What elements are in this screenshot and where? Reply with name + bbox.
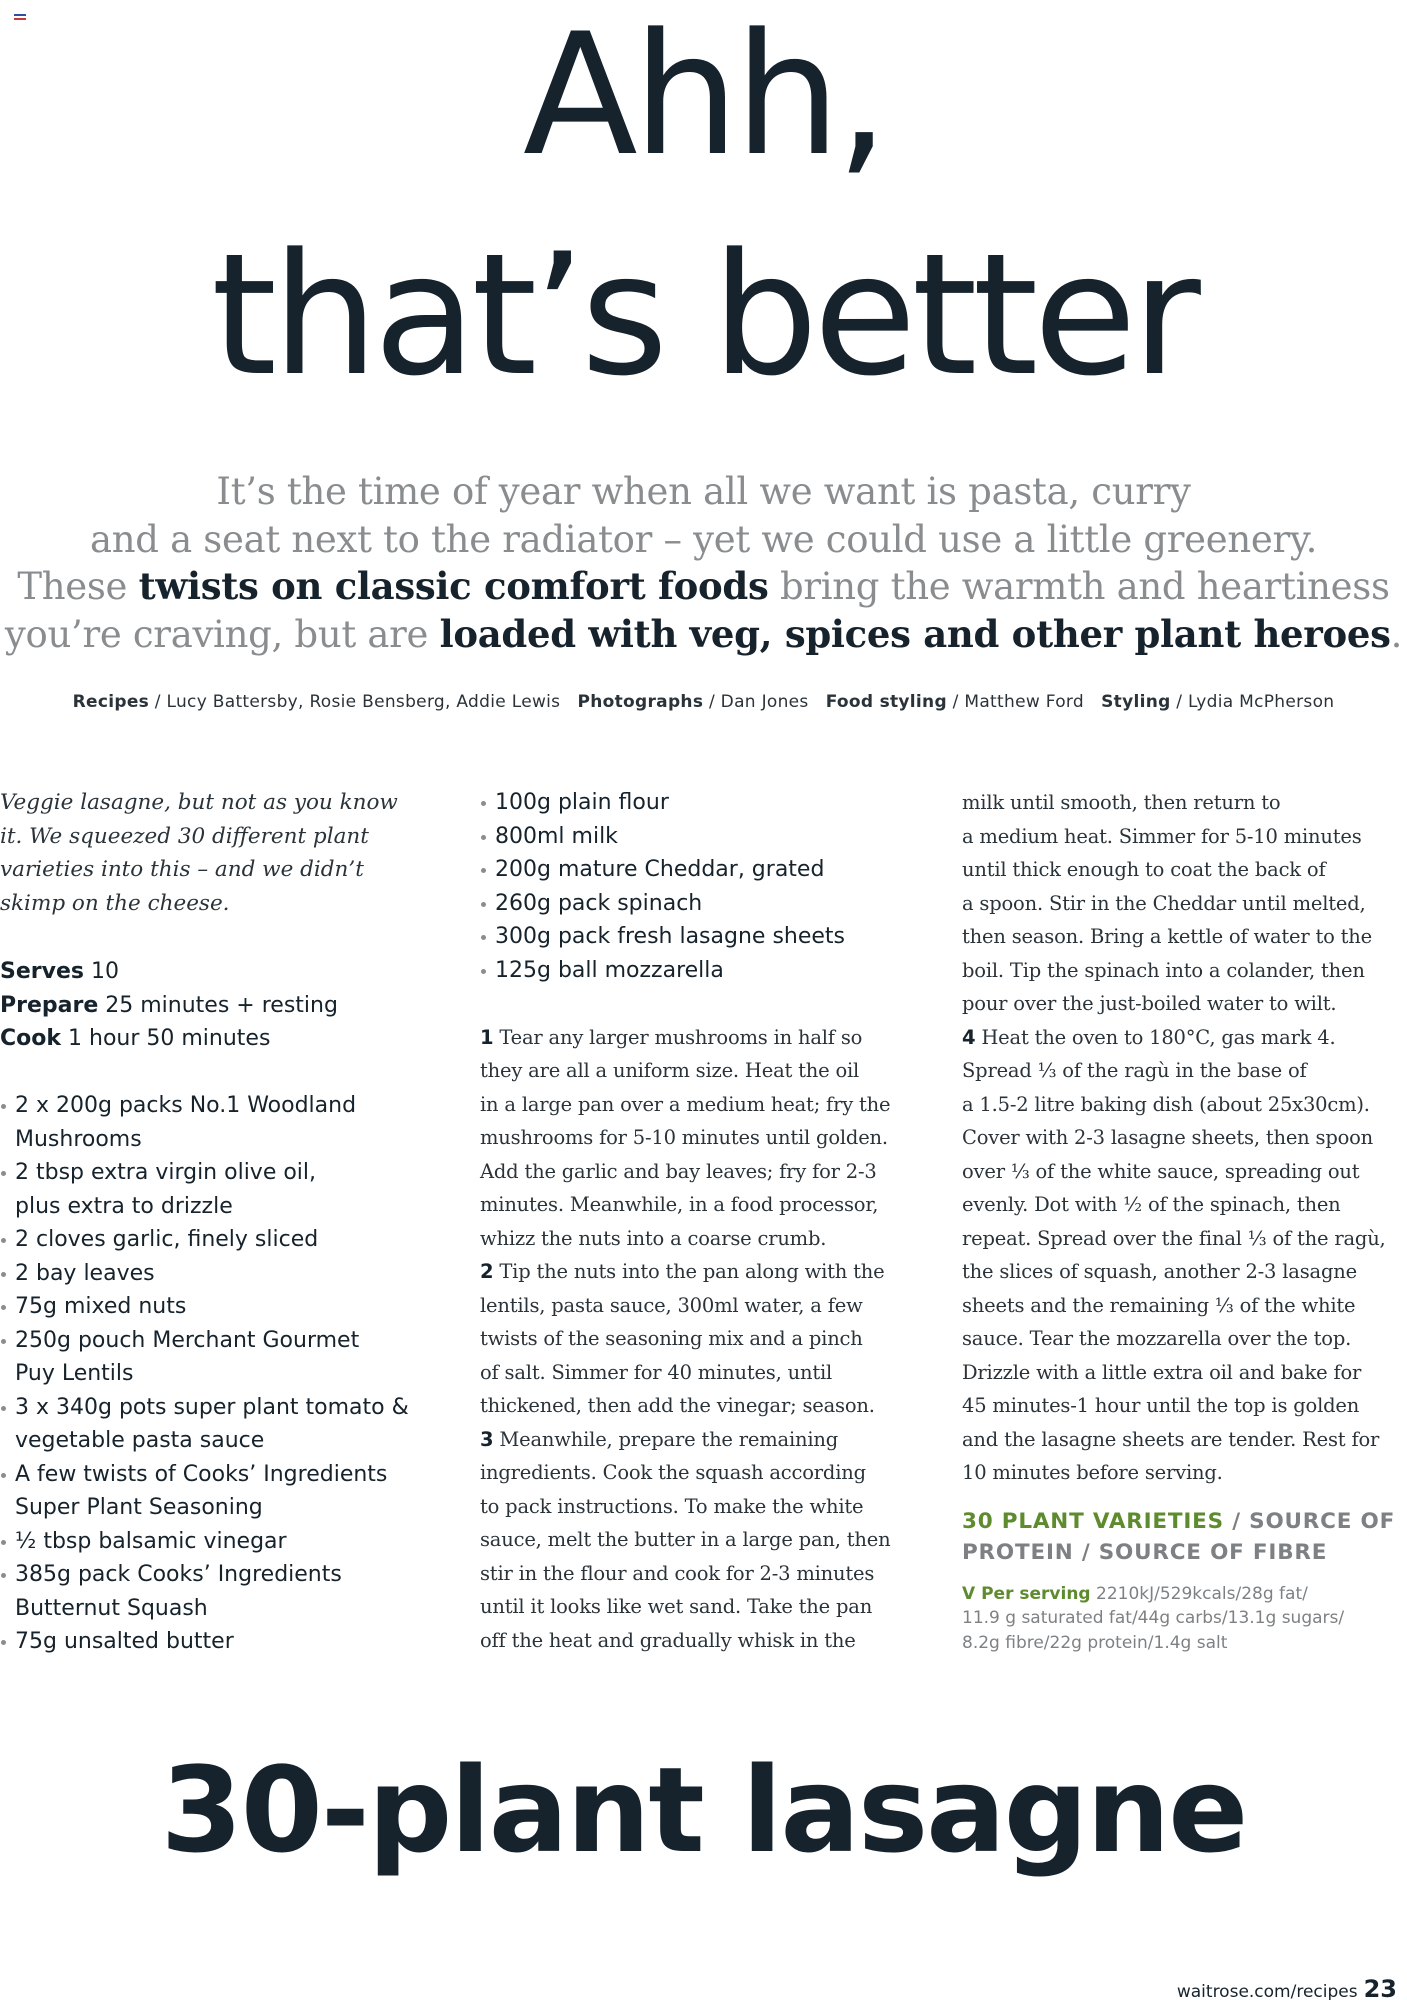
method-line: in a large pan over a medium heat; fry the bbox=[480, 1092, 891, 1116]
intro-line: and a seat next to the radiator – yet we could use a little greenery. bbox=[89, 517, 1318, 561]
serves-label: Serves bbox=[0, 959, 84, 984]
method-line bbox=[480, 1021, 930, 1055]
method-text: Tip the nuts into the pan along with the bbox=[493, 1260, 885, 1283]
method-line: 10 minutes before serving. bbox=[962, 1461, 1223, 1484]
intro-paragraph bbox=[0, 468, 1407, 658]
badge-line bbox=[962, 1506, 1407, 1537]
ingredient-line: A few twists of Cooks’ Ingredients bbox=[15, 1461, 388, 1487]
ingredient-item bbox=[0, 1290, 430, 1324]
prepare-label: Prepare bbox=[0, 992, 99, 1018]
method-line: Add the garlic and bay leaves; fry for 2-3 bbox=[480, 1159, 877, 1183]
method-line: a medium heat. Simmer for 5-10 minutes bbox=[962, 824, 1362, 848]
ingredient-line: 2 bay leaves bbox=[15, 1260, 155, 1286]
nutrition-line: 8.2g fibre/22g protein/1.4g salt bbox=[962, 1632, 1228, 1653]
credits bbox=[0, 692, 1407, 712]
method-line: boil. Tip the spinach into a colander, then bbox=[962, 958, 1365, 982]
method-line: Spread ⅓ of the ragù in the base of bbox=[962, 1059, 1307, 1082]
credit-value: / Dan Jones bbox=[703, 692, 809, 712]
intro-line bbox=[0, 611, 1407, 659]
ingredient-item bbox=[0, 1223, 430, 1257]
plant-varieties-badge: 30 PLANT VARIETIES bbox=[962, 1508, 1224, 1534]
credit-label: Photographs bbox=[577, 692, 704, 712]
method-column-3 bbox=[962, 786, 1407, 1490]
nutrition-info bbox=[962, 1582, 1407, 1656]
method-line: Cover with 2-3 lasagne sheets, then spoon bbox=[962, 1126, 1374, 1149]
ingredient-item bbox=[0, 1558, 430, 1625]
method-line: until it looks like wet sand. Take the pan bbox=[480, 1595, 873, 1618]
method-line: until thick enough to coat the back of bbox=[962, 858, 1326, 881]
method-line bbox=[480, 1423, 930, 1457]
vegetarian-icon: V bbox=[962, 1583, 976, 1604]
page-number: 23 bbox=[1363, 1975, 1397, 2000]
method-column-2 bbox=[480, 1021, 930, 1658]
ingredient-line: ½ tbsp balsamic vinegar bbox=[15, 1528, 287, 1554]
recipe-meta bbox=[0, 955, 430, 1056]
method-line: pour over the just-boiled water to wilt. bbox=[962, 992, 1337, 1015]
standfirst-line: Veggie lasagne, but not as you know bbox=[0, 790, 398, 815]
ingredient-line: vegetable pasta sauce bbox=[15, 1428, 265, 1453]
ingredient-line: 2 x 200g packs No.1 Woodland bbox=[15, 1093, 357, 1118]
ingredient-line: 3 x 340g pots super plant tomato & bbox=[15, 1394, 409, 1420]
intro-line: It’s the time of year when all we want is pasta, curry bbox=[216, 470, 1191, 513]
method-line: ingredients. Cook the squash according bbox=[480, 1461, 866, 1484]
step-number: 2 bbox=[480, 1260, 494, 1283]
recipe-title: 30-plant lasagne bbox=[160, 1741, 1247, 1879]
intro-line bbox=[0, 563, 1407, 611]
intro-highlight: twists on classic comfort foods bbox=[138, 564, 769, 608]
method-line: they are all a uniform size. Heat the oil bbox=[480, 1059, 860, 1082]
ingredient-item: 200g mature Cheddar, grated bbox=[480, 853, 930, 887]
standfirst-line: varieties into this – and we didn’t bbox=[0, 857, 364, 882]
intro-text: bring the warmth and heartiness bbox=[768, 565, 1390, 608]
method-line: evenly. Dot with ½ of the spinach, then bbox=[962, 1193, 1341, 1216]
ingredient-line: Butternut Squash bbox=[15, 1595, 208, 1621]
ingredient-item: 125g ball mozzarella bbox=[480, 954, 930, 988]
source-badge: PROTEIN / SOURCE OF FIBRE bbox=[962, 1539, 1328, 1565]
ingredient-item bbox=[0, 1458, 430, 1525]
method-step-3 bbox=[480, 1423, 930, 1658]
recipe-column-1 bbox=[0, 786, 430, 1659]
prepare-time bbox=[0, 989, 430, 1023]
cook-label: Cook bbox=[0, 1026, 62, 1051]
method-line: Drizzle with a little extra oil and bake for bbox=[962, 1360, 1362, 1384]
ingredients-list-2 bbox=[480, 786, 930, 987]
standfirst bbox=[0, 786, 430, 920]
method-line bbox=[480, 1255, 930, 1289]
method-line: then season. Bring a kettle of water to the bbox=[962, 925, 1373, 948]
method-line: a spoon. Stir in the Cheddar until melted, bbox=[962, 891, 1366, 915]
ingredient-line: 75g mixed nuts bbox=[15, 1294, 187, 1319]
ingredient-line: Mushrooms bbox=[15, 1126, 142, 1152]
recipe-column-3 bbox=[962, 786, 1407, 1655]
ingredient-item: 300g pack fresh lasagne sheets bbox=[480, 920, 930, 954]
method-text: Meanwhile, prepare the remaining bbox=[493, 1427, 839, 1451]
ingredient-line: 250g pouch Merchant Gourmet bbox=[15, 1327, 360, 1353]
method-line: twists of the seasoning mix and a pinch bbox=[480, 1327, 863, 1350]
serves bbox=[0, 955, 430, 989]
method-line: off the heat and gradually whisk in the bbox=[480, 1628, 856, 1652]
ingredient-line: 2 tbsp extra virgin olive oil, bbox=[15, 1160, 317, 1185]
credit-value: / Lucy Battersby, Rosie Bensberg, Addie Lewis bbox=[149, 692, 561, 712]
step-number: 1 bbox=[480, 1025, 494, 1049]
method-line: of salt. Simmer for 40 minutes, until bbox=[480, 1360, 833, 1384]
source-badge: / SOURCE OF bbox=[1223, 1508, 1396, 1534]
method-line: minutes. Meanwhile, in a food processor, bbox=[480, 1193, 879, 1216]
method-text: Heat the oven to 180°C, gas mark 4. bbox=[975, 1025, 1336, 1049]
method-line: over ⅓ of the white sauce, spreading out bbox=[962, 1159, 1360, 1183]
intro-text: . bbox=[1390, 612, 1403, 656]
standfirst-line: skimp on the cheese. bbox=[0, 890, 230, 916]
ingredient-line: Puy Lentils bbox=[15, 1361, 134, 1386]
credit-label: Food styling bbox=[825, 692, 947, 712]
credit-label: Recipes bbox=[72, 692, 150, 712]
method-line: sauce, melt the butter in a large pan, then bbox=[480, 1528, 891, 1551]
intro-text: These bbox=[17, 565, 139, 608]
ingredient-line: 2 cloves garlic, finely sliced bbox=[15, 1227, 319, 1252]
step-number: 4 bbox=[962, 1025, 976, 1049]
ingredient-item bbox=[0, 1156, 430, 1223]
ingredient-line: 75g unsalted butter bbox=[15, 1629, 234, 1654]
intro-text: you’re craving, but are bbox=[4, 612, 440, 656]
method-line: stir in the flour and cook for 2-3 minutes bbox=[480, 1561, 875, 1585]
ingredient-item bbox=[0, 1525, 430, 1559]
ingredient-item: 800ml milk bbox=[480, 820, 930, 854]
ingredient-item bbox=[0, 1625, 430, 1659]
per-serving-label: Per serving bbox=[975, 1583, 1091, 1604]
ingredient-line: 385g pack Cooks’ Ingredients bbox=[15, 1562, 342, 1587]
headline-line-2: that’s better bbox=[211, 217, 1196, 413]
ingredient-item bbox=[0, 1391, 430, 1458]
nutrition-line: 11.9 g saturated fat/44g carbs/13.1g sugars/ bbox=[962, 1608, 1345, 1628]
method-line: to pack instructions. To make the white bbox=[480, 1494, 864, 1518]
cook-time bbox=[0, 1022, 430, 1056]
credit-value: / Lydia McPherson bbox=[1170, 692, 1335, 712]
method-text: Tear any larger mushrooms in half so bbox=[493, 1025, 863, 1049]
headline-line-1: Ahh, bbox=[522, 0, 885, 193]
ingredient-item: 260g pack spinach bbox=[480, 887, 930, 921]
ingredient-line: plus extra to drizzle bbox=[15, 1193, 233, 1219]
method-line: milk until smooth, then return to bbox=[962, 791, 1281, 814]
credit-value: / Matthew Ford bbox=[946, 692, 1084, 712]
recipe-column-2 bbox=[480, 786, 930, 1657]
method-line: and the lasagne sheets are tender. Rest for bbox=[962, 1427, 1380, 1451]
nutrition-text: 2210kJ/529kcals/28g fat/ bbox=[1090, 1583, 1308, 1604]
ingredient-item bbox=[0, 1089, 430, 1156]
intro-highlight: loaded with veg, spices and other plant heroes bbox=[439, 611, 1391, 656]
cook-value: 1 hour 50 minutes bbox=[61, 1026, 271, 1051]
nutrition-badges bbox=[962, 1506, 1407, 1568]
method-step-3-continued bbox=[962, 786, 1407, 1021]
prepare-value: 25 minutes + resting bbox=[98, 992, 338, 1018]
method-line: lentils, pasta sauce, 300ml water, a few bbox=[480, 1293, 863, 1317]
method-line: repeat. Spread over the final ⅓ of the ragù, bbox=[962, 1226, 1386, 1250]
method-line: mushrooms for 5-10 minutes until golden. bbox=[480, 1126, 888, 1149]
ingredient-line: Super Plant Seasoning bbox=[15, 1495, 263, 1520]
credit-label: Styling bbox=[1101, 692, 1171, 712]
method-line: whizz the nuts into a coarse crumb. bbox=[480, 1226, 827, 1250]
ingredients-list-1 bbox=[0, 1089, 430, 1659]
ingredient-item bbox=[0, 1324, 430, 1391]
step-number: 3 bbox=[480, 1427, 494, 1451]
method-line bbox=[962, 1021, 1407, 1055]
method-line: thickened, then add the vinegar; season. bbox=[480, 1394, 875, 1417]
ingredient-item bbox=[0, 1257, 430, 1291]
standfirst-line: it. We squeezed 30 different plant bbox=[0, 823, 369, 849]
method-step-4 bbox=[962, 1021, 1407, 1490]
ingredient-item: 100g plain flour bbox=[480, 786, 930, 820]
method-step-2 bbox=[480, 1255, 930, 1423]
method-line: the slices of squash, another 2-3 lasagne bbox=[962, 1260, 1357, 1283]
page-footer bbox=[1177, 1975, 1397, 2000]
method-line: sauce. Tear the mozzarella over the top. bbox=[962, 1327, 1352, 1350]
method-line: 45 minutes-1 hour until the top is golden bbox=[962, 1394, 1360, 1417]
nutrition-line bbox=[962, 1582, 1407, 1607]
footer-url: waitrose.com/recipes bbox=[1176, 1982, 1358, 2000]
serves-value: 10 bbox=[83, 959, 119, 984]
method-line: sheets and the remaining ⅓ of the white bbox=[962, 1293, 1356, 1317]
method-line: a 1.5-2 litre baking dish (about 25x30cm). bbox=[962, 1092, 1370, 1116]
method-step-1 bbox=[480, 1021, 930, 1256]
